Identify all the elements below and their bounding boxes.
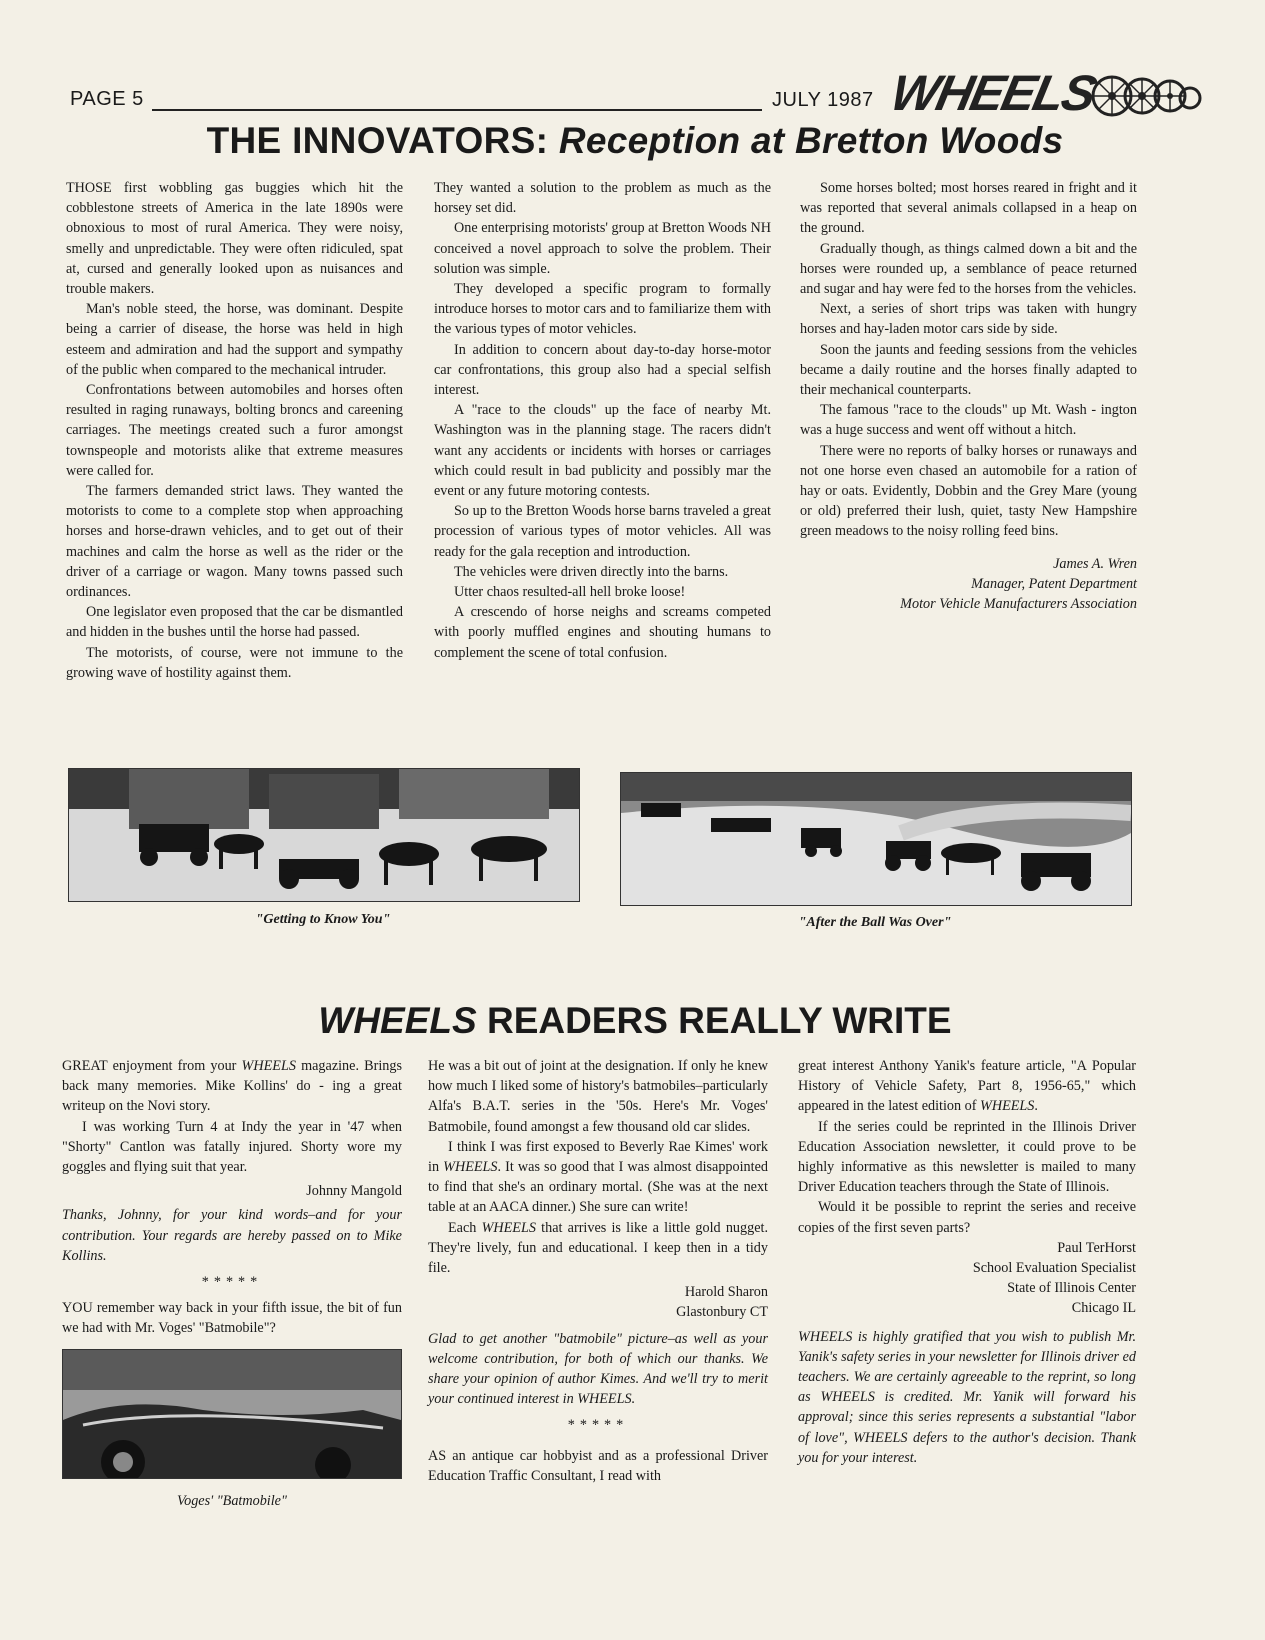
text-run: Each [448,1219,482,1236]
issue-date: JULY 1987 [772,89,874,111]
brand-name: WHEELS [980,1098,1035,1115]
brand-name: WHEELS [481,1219,536,1236]
paragraph: One legislator even proposed that the car be dismantled and hidden in the bushes until the horse had passed. [66,604,403,641]
logo-wordmark: WHEELS [886,65,1100,121]
paragraph: A "race to the clouds" up the face of nearby Mt. Washington was in the planning stage. The racers didn't want any accidents or incidents with horses or carriages which could result in bad publicity and possibly mar the event or any future motoring contests. [434,402,771,500]
letters-column-2 [428,1056,768,1486]
historic-photo-image [621,773,1131,905]
letter-signature-title: School Evaluation Specialist [972,1260,1136,1277]
paragraph: Soon the jaunts and feeding sessions from the vehicles became a daily routine and the horses finally adapted to their mechanical counterparts. [800,341,1137,399]
letters-column-1 [62,1056,402,1511]
photo-getting-to-know-you [68,768,580,902]
paragraph: Utter chaos resulted-all hell broke loose! [454,584,686,601]
paragraph: So up to the Bretton Woods horse barns traveled a great procession of various types of motor vehicles. All was ready for the gala reception and introduction. [434,503,771,560]
brand-name: WHEELS [443,1159,498,1176]
letter-paragraph: If the series could be reprinted in the Illinois Driver Education Association newsletter, it could prove to be highly informative as this newsletter is mailed to many Driver Education teachers through the State of Illinois. [798,1118,1136,1196]
article-title [70,120,1200,162]
header-rule [152,109,762,111]
letter-signature-org: State of Illinois Center [1007,1280,1136,1297]
letter-paragraph: He was a bit out of joint at the designation. If only he knew how much I liked some of history's batmobiles–particularly Alfa's B.A.T. series in the '50s. Here's Mr. Voges' Batmobile, found amongst a few thousand old car slides. [428,1058,768,1135]
paragraph: There were no reports of balky horses or runaways and not one horse even chased an automobile for a ration of hay or oats. Evidently, Dobbin and the Grey Mare (young or old) preferred their lush, quiet, tasty New Hampshire green meadows to the noisy rolling feed bins. [800,442,1137,540]
text-run: that arrives is like a little gold nugget. They're lively, fun and educational. I keep then in a tidy file. [428,1219,768,1277]
section-title-brand: WHEELS [318,1000,477,1041]
article-column-2 [434,178,771,663]
article-column-1 [66,178,403,683]
author-name: James A. Wren [1053,555,1137,572]
letter-paragraph: AS an antique car hobbyist and as a professional Driver Education Traffic Consultant, I read with [428,1447,768,1484]
editor-reply: WHEELS is highly gratified that you wish to publish Mr. Yanik's safety series in your newsletter for Illinois driver ed teachers. We are certainly agreeable to the reprint, so long as WHEELS is credited. Mr. Yanik will forward his approval; since this series represents a substantial "labor of love", WHEELS defers to the author's decision. Thank you for your interest. [798,1328,1136,1466]
letter-paragraph: YOU remember way back in your fifth issue, the bit of fun we had with Mr. Voges' "Batmobile"? [62,1300,402,1337]
paragraph: Confrontations between automobiles and horses often resulted in raging runaways, bolting broncs and careening carriages. The meetings created such a furor amongst townspeople and motorists alike that extreme measures were called for. [66,382,403,479]
photo-caption-2: "After the Ball Was Over" [798,915,952,930]
paragraph: Man's noble steed, the horse, was dominant. Despite being a carrier of disease, the horse was held in high esteem and admiration and had the support and sympathy of the public when compared to the mechanical intruder. [66,301,403,378]
separator-stars: ***** [567,1417,629,1434]
paragraph: They wanted a solution to the problem as much as the horsey set did. [434,180,771,217]
letter-paragraph [62,1056,402,1117]
letter-paragraph [428,1137,768,1218]
letter-signature-name: Harold Sharon [684,1284,768,1301]
author-title: Manager, Patent Department [971,575,1137,592]
text-run: I think I was first exposed to Beverly Rae Kimes' work in [428,1138,768,1176]
photo-after-the-ball [620,772,1132,906]
text-run: . [1034,1098,1038,1115]
text-run: magazine. Brings back many memories. Mike Kollins' do - ing a great writeup on the Novi story. [62,1058,402,1115]
paragraph: The famous "race to the clouds" up Mt. Wash - ington was a huge success and went off without a hitch. [800,402,1137,439]
page-number: PAGE 5 [70,88,144,110]
photo-caption-batmobile: Voges' "Batmobile" [177,1492,287,1509]
paragraph: THOSE first wobbling gas buggies which hit the cobblestone streets of America in the late 1890s were obnoxious to most of rural America. They were noisy, smelly and unpredictable. They were often ridiculed, spat at, cursed and generally looked upon as nuisances and trouble makers. [66,180,403,298]
letter-paragraph: Would it be possible to reprint the series and receive copies of the first seven parts? [798,1199,1136,1236]
photo-batmobile [62,1349,402,1479]
article-column-3 [800,178,1137,614]
page-header [70,65,1200,122]
letters-column-3 [798,1056,1136,1468]
author-org: Motor Vehicle Manufacturers Association [900,596,1137,613]
letter-signature-place: Glastonbury CT [676,1304,768,1321]
paragraph: In addition to concern about day-to-day horse-motor car confrontations, this group also had a special selfish interest. [434,341,771,399]
paragraph: Some horses bolted; most horses reared in fright and it was reported that several animals collapsed in a heap on the ground. [800,180,1137,237]
letter-paragraph [428,1218,768,1279]
editor-reply: Thanks, Johnny, for your kind words–and for your contribution. Your regards are hereby passed on to Mike Kollins. [62,1207,402,1264]
editor-reply: Glad to get another "batmobile" picture–as well as your welcome contribution, for both of which our thanks. We share your opinion of author Kimes. And we'll try to merit your continued interest in WHEELS. [428,1330,768,1408]
paragraph: The vehicles were driven directly into the barns. [454,563,729,580]
batmobile-photo-image [63,1350,401,1478]
section-title [70,1000,1200,1042]
letter-signature-city: Chicago IL [1071,1300,1136,1317]
letter-paragraph [798,1056,1136,1117]
historic-photo-image [69,769,579,901]
letter-signature-name: Paul TerHorst [1057,1239,1136,1256]
wheels-logo [886,65,1202,126]
brand-name: WHEELS [241,1058,296,1074]
paragraph: The motorists, of course, were not immune to the growing wave of hostility against them. [66,644,403,681]
letter-paragraph: I was working Turn 4 at Indy the year in '47 when "Shorty" Cantlon was fatally injured. Shorty wore my goggles and flying suit that year. [62,1118,402,1176]
text-run: great interest Anthony Yanik's feature article, "A Popular History of Vehicle Safety, Part 8, 1956-65," which appeared in the latest edition of [798,1058,1136,1115]
article-title-main: THE INNOVATORS: [206,120,549,161]
text-run: GREAT enjoyment from your [62,1058,242,1074]
paragraph: One enterprising motorists' group at Bretton Woods NH conceived a novel approach to solve the problem. Their solution was simple. [434,220,771,277]
paragraph: They developed a specific program to formally introduce horses to motor cars and to familiarize them with the various types of motor vehicles. [434,281,771,338]
paragraph: A crescendo of horse neighs and screams competed with poorly muffled engines and shouting humans to complement the scene of total confusion. [434,604,771,661]
letter-signature: Johnny Mangold [306,1183,402,1200]
paragraph: Gradually though, as things calmed down a bit and the horses were rounded up, a semblance of peace returned and sugar and hay were fed to the horses from the vehicles. [800,240,1137,298]
section-title-rest: READERS REALLY WRITE [486,1000,952,1041]
article-title-sub: Reception at Bretton Woods [558,120,1064,161]
separator-stars: ***** [201,1274,263,1291]
paragraph: Next, a series of short trips was taken with hungry horses and hay-laden motor cars side by side. [800,301,1137,338]
paragraph: The farmers demanded strict laws. They wanted the motorists to come to a complete stop when approaching horses and horse-drawn vehicles, and to get out of their machines and calm the horse as well as the rider or the driver of a carriage or wagon. Many towns passed such ordinances. [66,483,403,601]
photo-caption-1: "Getting to Know You" [255,912,391,927]
wheels-logo-icon [1090,74,1202,118]
text-run: . It was so good that I was almost disappointed to find that she's an ordinary mortal. (She was at the next table at an AACA dinner.) She sure can write! [428,1159,768,1216]
